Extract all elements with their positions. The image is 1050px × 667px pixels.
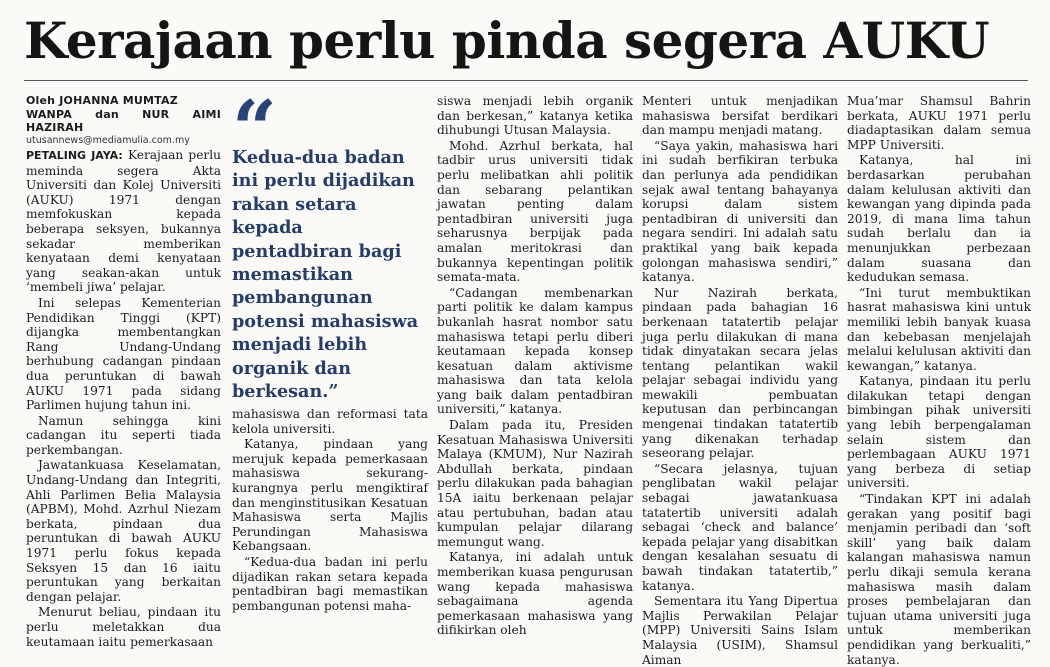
paragraph: Katanya, ini adalah untuk memberikan kuasa pengurusan wang kepada mahasiswa sebagaimana agenda pemerkasaan mahasiswa yang difikirkan oleh	[437, 550, 633, 638]
paragraph: Menteri untuk menjadikan mahasiswa bersifat berdikari dan mampu menjadi matang.	[642, 94, 838, 138]
paragraph: “Ini turut membuktikan hasrat mahasiswa kini untuk memiliki lebih banyak kuasa dan kebebasan menjelajah melalui kelulusan aktiviti dan kewangan,” katanya.	[847, 285, 1031, 373]
paragraph: “Kedua-dua badan ini perlu dijadikan rakan setara kepada pentadbiran bagi memastikan pembangunan potensi maha-	[232, 554, 428, 613]
paragraph: Mohd. Azrhul berkata, hal tadbir urus universiti tidak perlu melibatkan ahli politik dan sebarang pelantikan jawatan penting dalam pentadbiran universiti juga seharusnya berpijak pada amalan meritokrasi dan bukannya kepentingan politik semata-mata.	[437, 138, 633, 285]
paragraph: Menurut beliau, pindaan itu perlu meletakkan dua keutamaan iaitu pemerkasaan	[26, 605, 221, 649]
author-email: utusannews@mediamulia.com.my	[26, 135, 190, 146]
headline: Kerajaan perlu pinda segera AUKU	[24, 11, 990, 70]
paragraph: Mua’mar Shamsul Bahrin berkata, AUKU 1971 perlu diadaptasikan dalam semua MPP Universiti.	[847, 94, 1031, 152]
column-1	[26, 94, 221, 649]
column-3	[437, 94, 633, 638]
byline-line-1: Oleh JOHANNA MUMTAZ	[26, 94, 178, 107]
quote-mark-icon: “	[232, 84, 277, 175]
paragraph: Ini selepas Kementerian Pendidikan Tinggi (KPT) dijangka membentangkan Rang Undang-Undang berhubung cadangan pindaan dua peruntukan di bawah AUKU 1971 pada sidang Parlimen hujung tahun ini.	[26, 295, 221, 413]
headline-rule	[24, 80, 1028, 81]
paragraph: Namun sehingga kini cadangan itu seperti tiada perkembangan.	[26, 413, 221, 457]
paragraph: Dalam pada itu, Presiden Kesatuan Mahasiswa Universiti Malaya (KMUM), Nur Nazirah Abdullah berkata, pindaan perlu dilakukan pada bahagian 15A iaitu berkenaan pelajar atau pertubuhan, badan atau kumpulan pelajar dilarang memungut wang.	[437, 418, 633, 549]
column-5	[847, 94, 1031, 667]
paragraph: Katanya, hal ini berdasarkan perubahan dalam kelulusan aktiviti dan kewangan yang dipinda pada 2019, di mana lima tahun sudah berlalu dan ia menunjukkan perbezaan dalam suasana dan kedudukan semasa.	[847, 153, 1031, 285]
paragraph: Katanya, pindaan yang merujuk kepada pemerkasaan mahasiswa sekurang-kurangnya perlu mengiktiraf dan menginstitusikan Kesatuan Mahasiswa serta Majlis Perundingan Mahasiswa Kebangsaan.	[232, 437, 428, 554]
paragraph: Nur Nazirah berkata, pindaan pada bahagian 16 berkenaan tatatertib pelajar juga perlu dilakukan di mana tidak dinyatakan secara jelas tentang pelantikan wakil pelajar sebagai individu yang mewakili pembuatan keputusan dan perbincangan mengenai tindakan tatatertib yang dikenakan terhadap seseorang pelajar.	[642, 285, 838, 461]
dateline: PETALING JAYA:	[26, 149, 123, 162]
paragraph: “Secara jelasnya, tujuan penglibatan wakil pelajar sebagai jawatankuasa tatatertib universiti adalah sebagai ‘check and balance’ kepada pelajar yang disabitkan dengan kesalahan sesuatu di bawah tindakan tatatertib,” katanya.	[642, 461, 838, 593]
paragraph	[26, 148, 221, 295]
pull-quote-text: Kedua-dua badan ini perlu dijadikan rakan setara kepada pentadbiran bagi memastikan pembangunan potensi mahasiswa menjadi lebih organik dan berkesan.”	[232, 147, 419, 403]
pull-quote	[232, 84, 428, 403]
paragraph: mahasiswa dan reformasi tata kelola universiti.	[232, 407, 428, 436]
paragraph: “Tindakan KPT ini adalah gerakan yang positif bagi menjamin peribadi dan ‘soft skill’ yang baik dalam kalangan mahasiswa namun perlu dikaji semula kerana mahasiswa masih dalam proses pembelajaran dan tujuan utama universiti juga untuk memberikan pendidikan yang berkualiti,” katanya.	[847, 492, 1031, 667]
byline-line-2: WANPA dan NUR AIMI HAZIRAH	[26, 108, 221, 134]
paragraph: Sementara itu Yang Dipertua Majlis Perwakilan Pelajar (MPP) Universiti Sains Islam Malaysia (USIM), Shamsul Aiman	[642, 594, 838, 667]
paragraph: Katanya, pindaan itu perlu dilakukan tetapi dengan bimbingan pihak universiti yang lebih berpengalaman selain sistem dan perlembagaan AUKU 1971 yang berbeza di setiap universiti.	[847, 374, 1031, 491]
paragraph: “Cadangan membenarkan parti politik ke dalam kampus bukanlah hasrat nombor satu mahasiswa tetapi perlu diberi keutamaan kepada konsep kesatuan dalam aktivisme mahasiswa dan tata kelola yang baik dalam pentadbiran universiti,” katanya.	[437, 285, 633, 417]
column-4	[642, 94, 838, 667]
paragraph-text: Kerajaan perlu meminda segera Akta Universiti dan Kolej Universiti (AUKU) 1971 dengan memfokuskan kepada beberapa seksyen, bukannya sekadar memberikan kenyataan demi kenyataan yang seakan-akan untuk ‘membeli jiwa’ pelajar.	[26, 148, 221, 295]
paragraph: siswa menjadi lebih organik dan berkesan,” katanya ketika dihubungi Utusan Malaysia.	[437, 94, 633, 138]
column-2	[232, 407, 428, 613]
paragraph: Jawatankuasa Keselamatan, Undang-Undang dan Integriti, Ahli Parlimen Belia Malaysia (APBM), Mohd. Azrhul Niezam berkata, pindaan dua peruntukan di bawah AUKU 1971 perlu fokus kepada Seksyen 15 dan 16 iaitu peruntukan yang berkaitan dengan pelajar.	[26, 458, 221, 604]
paragraph: “Saya yakin, mahasiswa hari ini sudah berfikiran terbuka dan perlunya ada pendidikan sejak awal tentang bahayanya korupsi dalam sistem pentadbiran di universiti dan negara sendiri. Ini adalah satu praktikal yang baik kepada golongan mahasiswa sendiri,” katanya.	[642, 138, 838, 285]
